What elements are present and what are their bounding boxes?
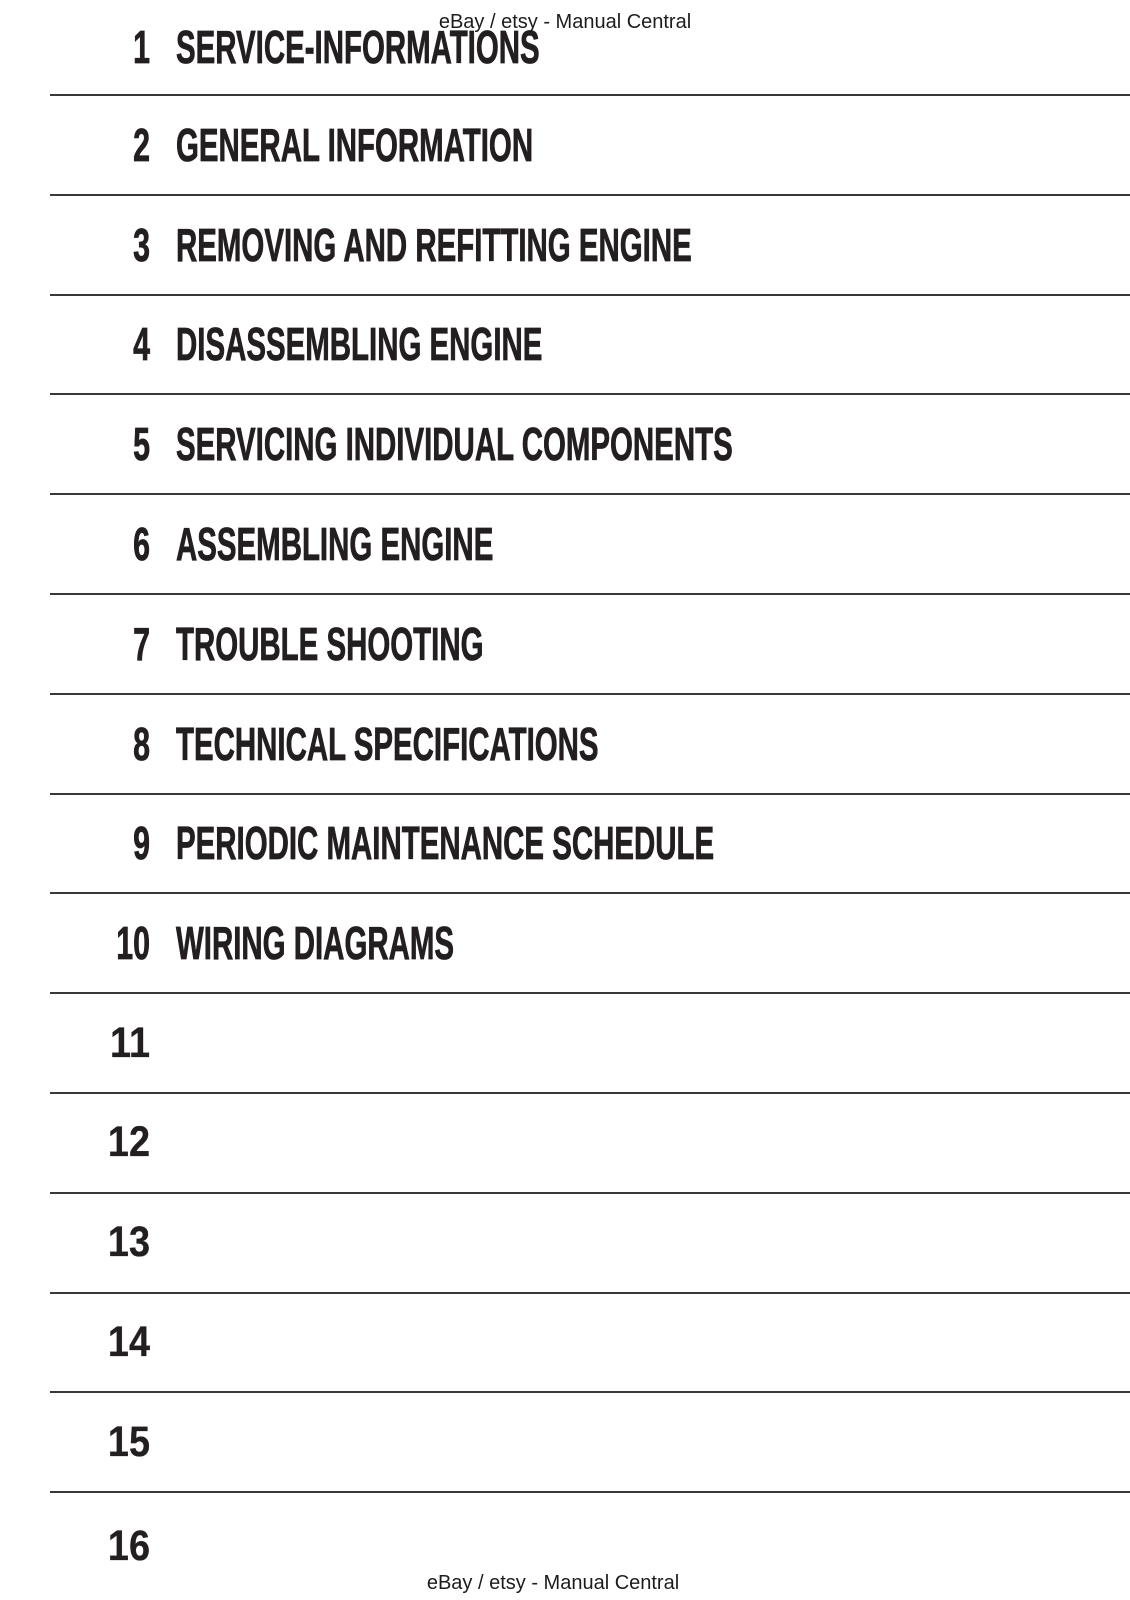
chapter-title: SERVICING INDIVIDUAL COMPONENTS <box>176 418 733 471</box>
header-watermark: eBay / etsy - Manual Central <box>438 11 692 33</box>
chapter-number: 13 <box>107 1218 150 1267</box>
toc-row-12 <box>50 1094 1130 1194</box>
toc-row-11 <box>50 994 1130 1094</box>
footer-watermark: eBay / etsy - Manual Central <box>426 1572 680 1594</box>
toc-row-8 <box>50 695 1130 795</box>
chapter-number: 5 <box>133 418 150 471</box>
toc-row-10 <box>50 894 1130 994</box>
toc-row-9 <box>50 795 1130 895</box>
chapter-title: REMOVING AND REFITTING ENGINE <box>176 218 692 271</box>
toc-row-3 <box>50 196 1130 296</box>
chapter-title: ASSEMBLING ENGINE <box>176 518 494 571</box>
chapter-number: 12 <box>107 1118 150 1167</box>
chapter-number: 9 <box>133 817 150 870</box>
chapter-number: 16 <box>107 1522 150 1571</box>
chapter-title: DISASSEMBLING ENGINE <box>176 318 543 371</box>
toc-row-13 <box>50 1194 1130 1294</box>
chapter-title: TECHNICAL SPECIFICATIONS <box>176 717 599 770</box>
toc-row-14 <box>50 1294 1130 1394</box>
chapter-number: 4 <box>133 318 150 371</box>
toc-row-7 <box>50 595 1130 695</box>
toc-row-4 <box>50 296 1130 396</box>
chapter-number: 15 <box>107 1417 150 1466</box>
chapter-number: 6 <box>133 518 150 571</box>
toc-row-15 <box>50 1393 1130 1493</box>
chapter-title: PERIODIC MAINTENANCE SCHEDULE <box>176 817 715 870</box>
chapter-title: WIRING DIAGRAMS <box>176 917 455 970</box>
chapter-title: TROUBLE SHOOTING <box>176 617 484 670</box>
toc-row-2 <box>50 96 1130 196</box>
table-of-contents <box>50 0 1130 1600</box>
chapter-number: 1 <box>133 21 150 73</box>
chapter-number: 8 <box>133 717 150 770</box>
toc-row-6 <box>50 495 1130 595</box>
chapter-title: GENERAL INFORMATION <box>176 118 534 171</box>
chapter-title: SERVICE-INFORMATIONS <box>176 21 540 73</box>
chapter-number: 3 <box>133 218 150 271</box>
chapter-number: 10 <box>116 917 150 970</box>
chapter-number: 7 <box>133 617 150 670</box>
chapter-number: 2 <box>133 118 150 171</box>
toc-row-5 <box>50 395 1130 495</box>
chapter-number: 14 <box>107 1317 150 1366</box>
chapter-number: 11 <box>109 1018 150 1067</box>
